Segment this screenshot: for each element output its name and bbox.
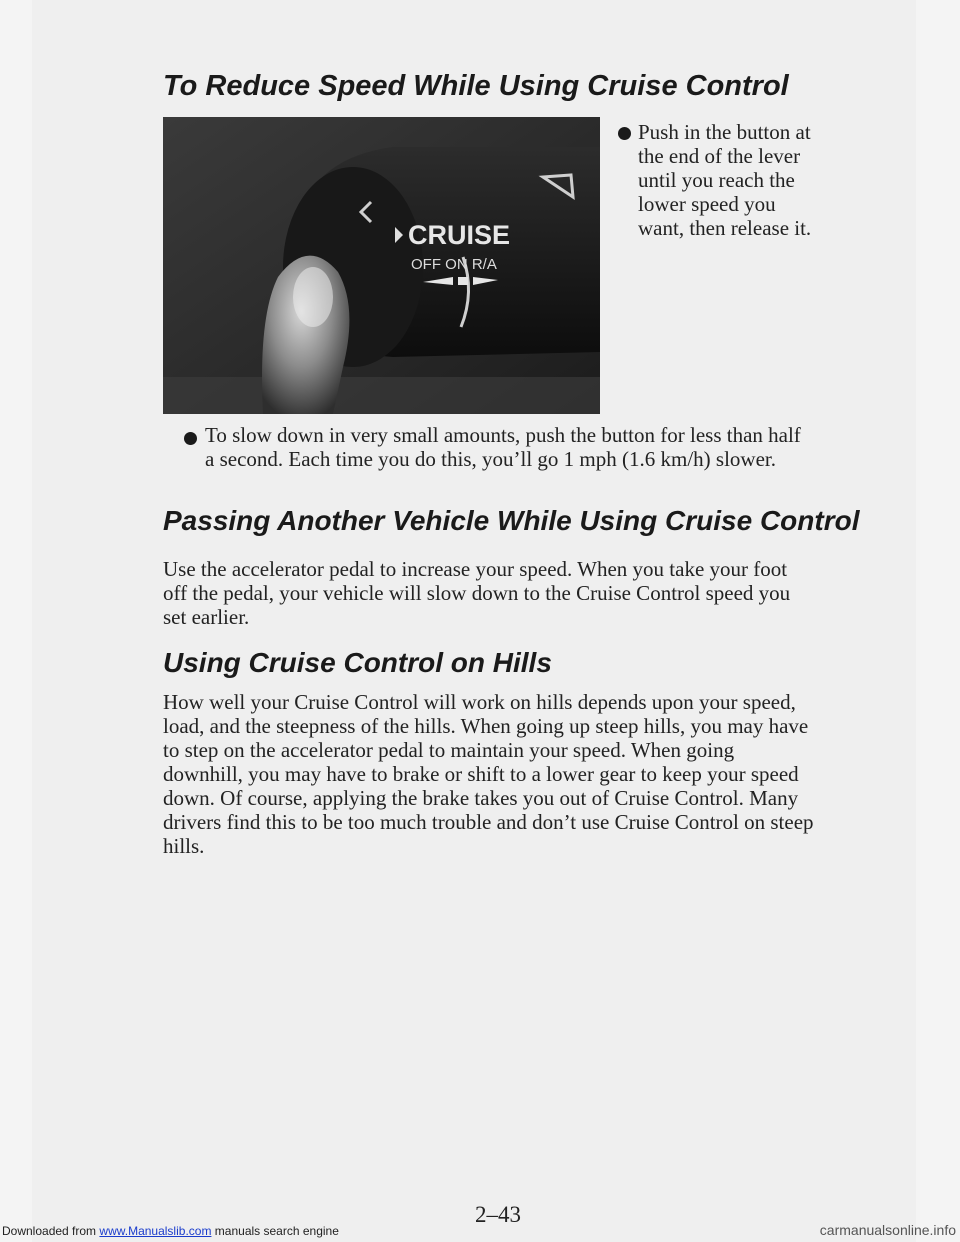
download-notice	[2, 1224, 339, 1238]
cruise-lever-photo	[163, 117, 600, 414]
bullet-push-button-text: Push in the button at the end of the lever until you reach the lower speed you want, then release it.	[638, 120, 812, 240]
cruise-lever-illustration	[163, 117, 600, 414]
section-heading-passing: Passing Another Vehicle While Using Cruise Control	[163, 505, 860, 536]
manualslib-link[interactable]: www.Manualslib.com	[99, 1224, 212, 1238]
passing-paragraph: Use the accelerator pedal to increase your speed. When you take your foot off the pedal, your vehicle will slow down to the Cruise Control speed you set earlier.	[163, 557, 791, 629]
download-suffix: manuals search engine	[214, 1224, 339, 1238]
bullet-slow-down-text: To slow down in very small amounts, push the button for less than half a second. Each time you do this, you’ll go 1 mph (1.6 km/h) slower.	[205, 423, 801, 471]
bullet-dot	[618, 127, 631, 140]
lever-cruise-label: CRUISE	[408, 220, 511, 250]
page-footer	[0, 1222, 960, 1242]
lever-switch-positions: OFF ON R/A	[411, 256, 497, 273]
bullet-dot	[184, 432, 197, 445]
page-number: 2–43	[475, 1202, 521, 1227]
section-heading-hills: Using Cruise Control on Hills	[163, 647, 552, 678]
hills-paragraph: How well your Cruise Control will work on hills depends upon your speed, load, and the steepness of the hills. When going up steep hills, you may have to step on the accelerator pedal to maintain your speed. When going downhill, you may have to brake or shift to a lower gear to keep your speed down. Of course, applying the brake takes you out of Cruise Control. Many drivers find this to be too much trouble and don’t use Cruise Control on steep hills.	[163, 690, 814, 858]
watermark-text: carmanualsonline.info	[819, 1222, 956, 1238]
download-prefix: Downloaded from	[2, 1224, 97, 1238]
section-heading-reduce-speed: To Reduce Speed While Using Cruise Control	[163, 70, 789, 102]
